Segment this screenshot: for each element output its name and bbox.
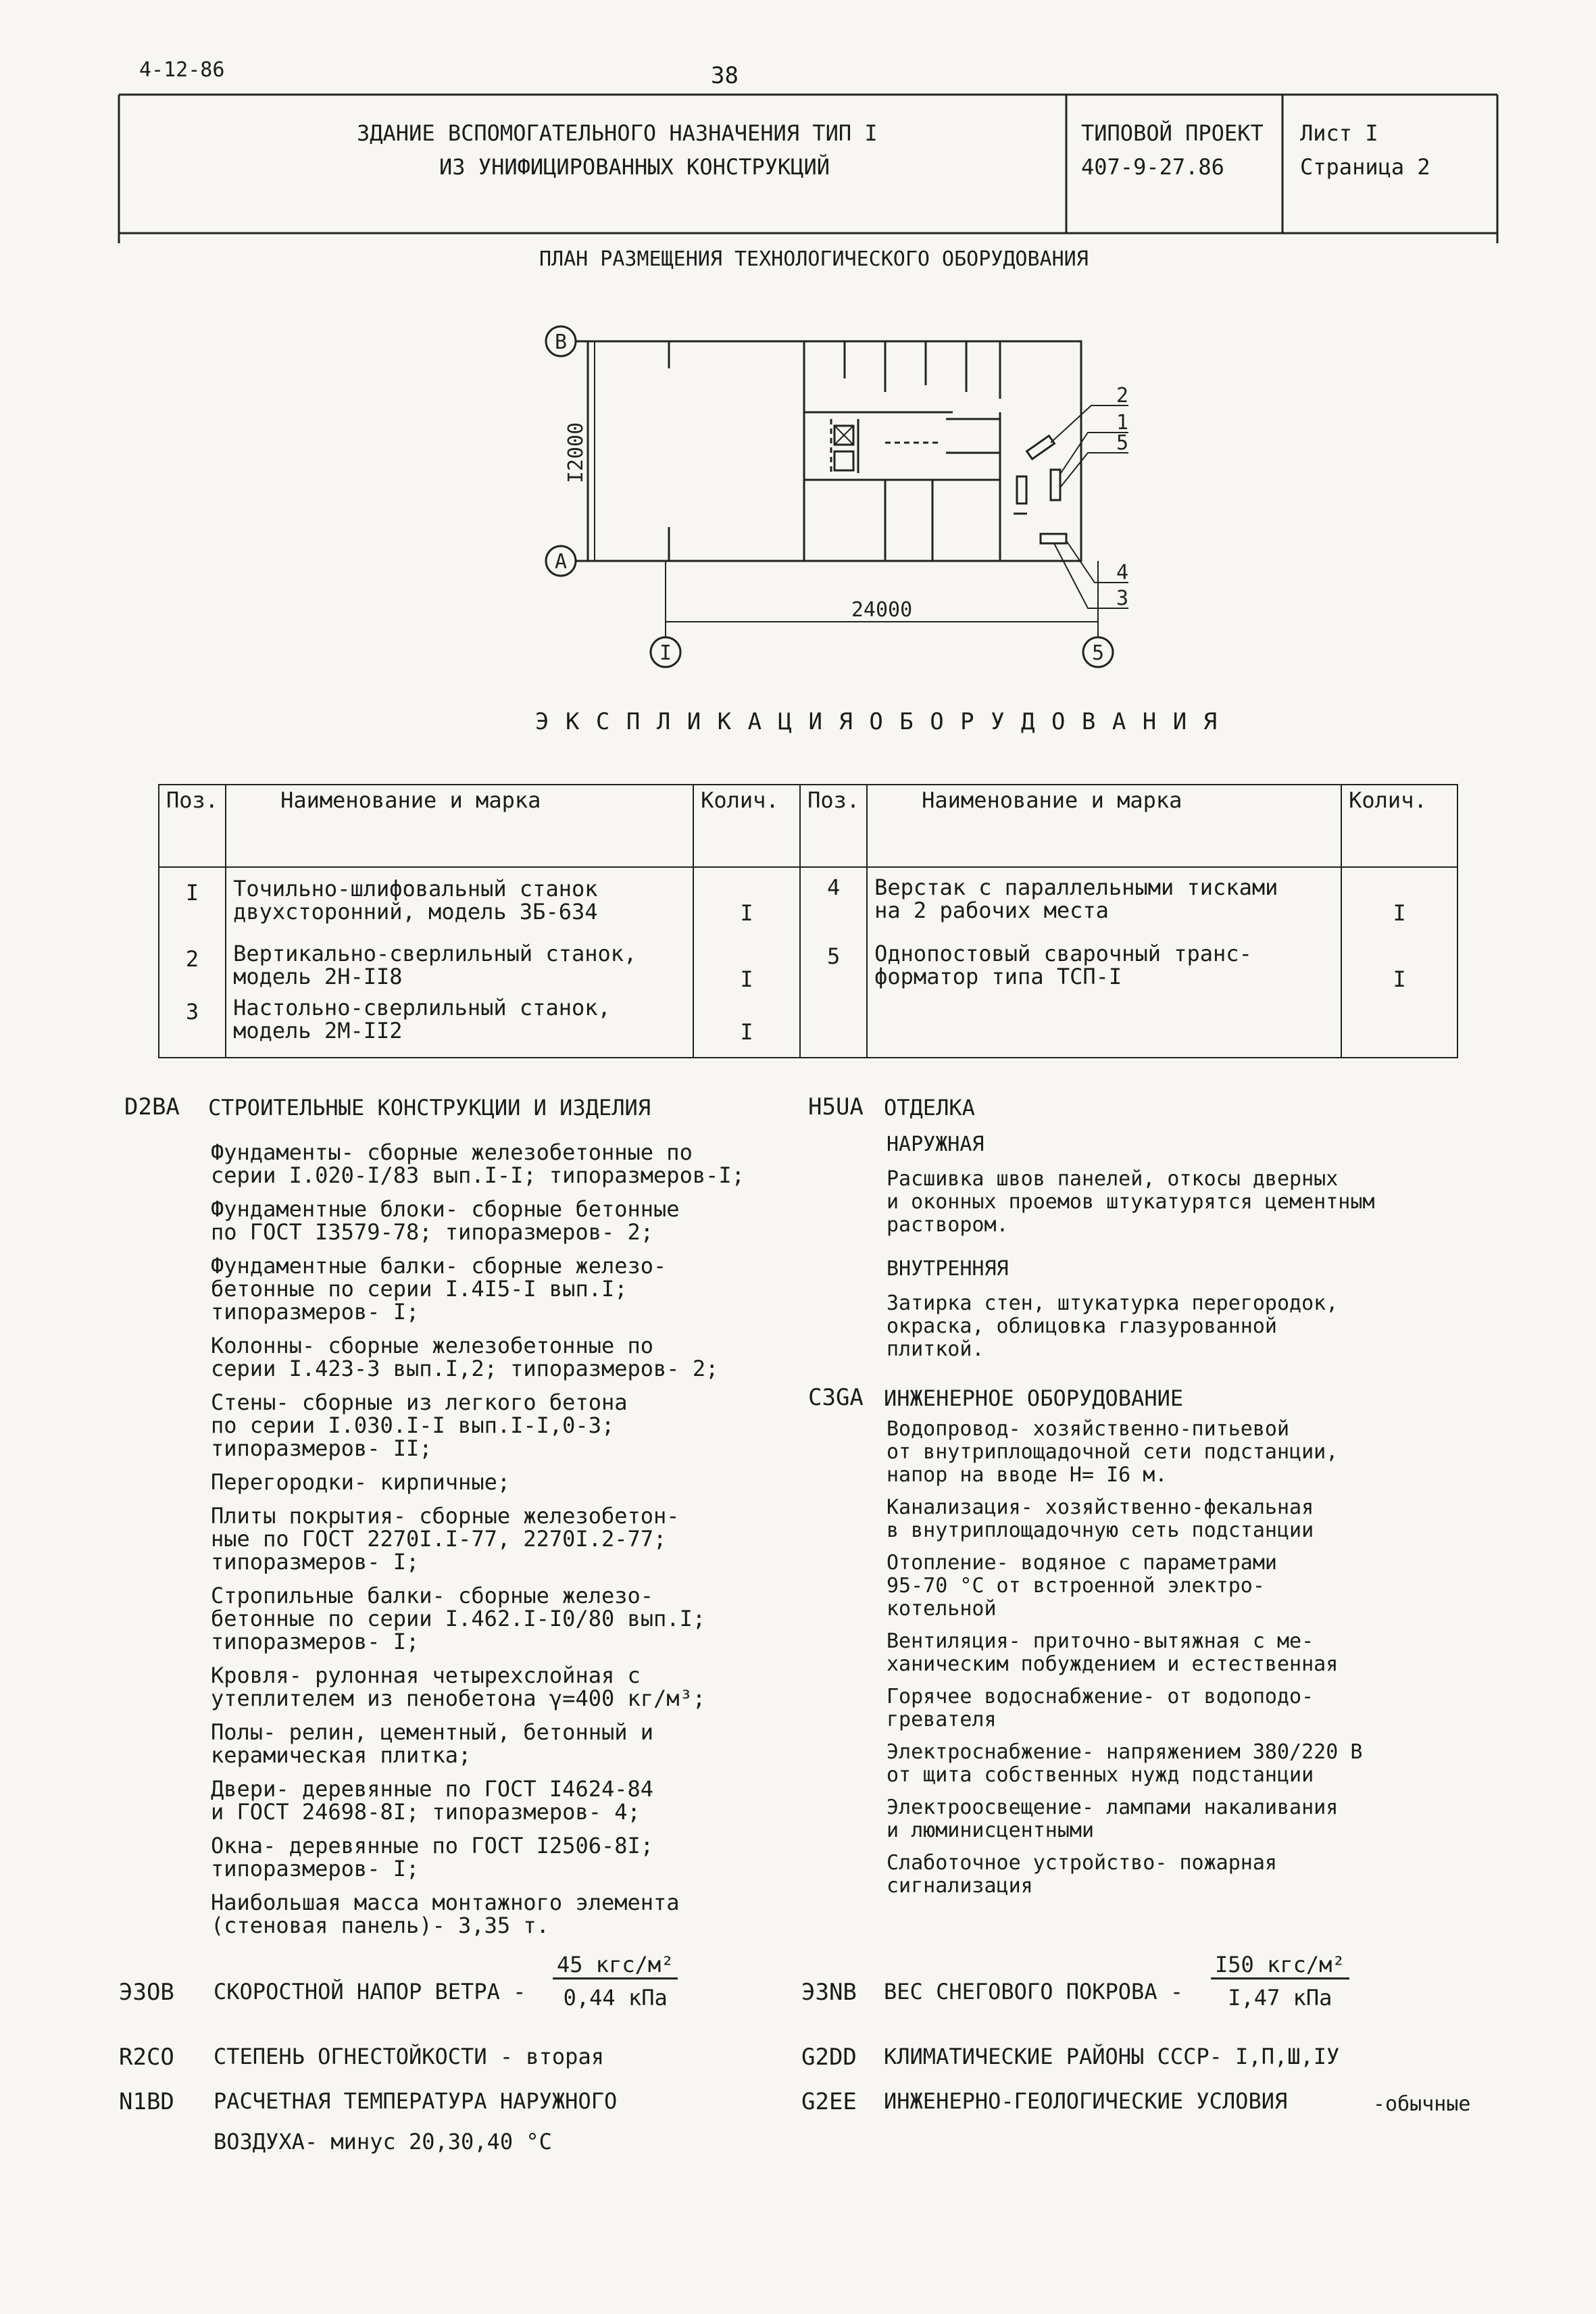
wind-value: $\frac{\text{45 кгс/м²}}{\text{0,44 кПа}}$ — [553, 1952, 678, 2011]
engineering-heading: ИНЖЕНЕРНОЕ ОБОРУДОВАНИЕ — [884, 1385, 1184, 1411]
equipment-4 — [1041, 534, 1066, 543]
list-item: Вертикально-сверлильный станок, модель 2Н-II8 — [233, 941, 637, 989]
list-item: Водопровод- хозяйственно-питьевой от внутриплощадочной сети подстанции, напор на вводе Н= I6 м. — [887, 1417, 1339, 1487]
pos-2: 2 — [185, 946, 199, 972]
list-item: Вентиляция- приточно-вытяжная с ме- ханическим побуждением и естественная — [887, 1629, 1339, 1676]
engineering-code: C3GA — [808, 1384, 864, 1411]
qty-1: I — [740, 900, 753, 926]
project-label: ТИПОВОЙ ПРОЕКТ — [1081, 120, 1264, 146]
fire-resistance: СТЕПЕНЬ ОГНЕСТОЙКОСТИ - вторая — [214, 2044, 604, 2069]
header-name: Наименование и марка — [280, 787, 541, 813]
list-item: Настольно-сверлильный станок, модель 2М-II2 — [233, 995, 611, 1043]
list-item: Стены- сборные из легкого бетона по серии I.030.I-I вып.I-I,0-3; типоразмеров- II; — [211, 1389, 628, 1461]
finishing-outer-text: Расшивка швов панелей, откосы дверных и оконных проемов штукатурятся цементным раствором. — [887, 1167, 1375, 1237]
header-qty: Колич. — [701, 787, 779, 813]
callout-5: 5 — [1116, 431, 1129, 455]
construction-list — [211, 1141, 819, 1948]
finishing-inner-label: ВНУТРЕННЯЯ — [887, 1257, 1009, 1281]
finishing-heading: ОТДЕЛКА — [884, 1095, 975, 1121]
pos-3: 3 — [185, 999, 199, 1025]
list-item: Стропильные балки- сборные железо- бетонные по серии I.462.I-I0/80 вып.I; типоразмеров- I; — [211, 1583, 706, 1654]
list-item: Плиты покрытия- сборные железобетон- ные по ГОСТ 2270I.I-77, 2270I.2-77; типоразмеров- I; — [211, 1503, 680, 1575]
temperature-code: N1BD — [119, 2088, 174, 2115]
list-item: Двери- деревянные по ГОСТ I4624-84 и ГОСТ 24698-8I; типоразмеров- 4; — [211, 1776, 654, 1825]
list-item: Наибольшая масса монтажного элемента (стеновая панель)- 3,35 т. — [211, 1890, 680, 1938]
construction-heading: СТРОИТЕЛЬНЫЕ КОНСТРУКЦИИ И ИЗДЕЛИЯ — [208, 1095, 651, 1121]
list-item: Окна- деревянные по ГОСТ I2506-8I; типоразмеров- I; — [211, 1833, 654, 1881]
snow-value: $\frac{\text{I50 кгс/м²}}{\text{I,47 кПа}}$ — [1211, 1952, 1349, 2011]
list-item: Колонны- сборные железобетонные по серии I.423-3 вып.I,2; типоразмеров- 2; — [211, 1333, 719, 1381]
snow-label: ВЕС СНЕГОВОГО ПОКРОВА - — [884, 1979, 1184, 2004]
snow-code: ЭЗNВ — [801, 1979, 857, 2006]
axis-5-label: 5 — [1091, 641, 1105, 665]
date-stamp: 4-12-86 — [139, 58, 225, 82]
geology-value: -обычные — [1373, 2092, 1471, 2116]
list-item: Электроосвещение- лампами накаливания и люминисцентными — [887, 1796, 1339, 1842]
pos-4: 4 — [826, 875, 841, 900]
explication-title: Э К С П Л И К А Ц И Я О Б О Р У Д О В А Н И Я — [535, 708, 1219, 735]
equipment-2 — [1027, 436, 1055, 459]
list-item: Электроснабжение- напряжением 380/220 В от щита собственных нужд подстанции — [887, 1740, 1363, 1787]
engineering-list — [887, 1418, 1481, 1907]
equipment-table — [158, 784, 1458, 1058]
building-title-line2: ИЗ УНИФИЦИРОВАННЫХ КОНСТРУКЦИЙ — [439, 154, 830, 180]
list-item: Слаботочное устройство- пожарная сигнализация — [887, 1851, 1277, 1898]
list-item: Фундаментные балки- сборные железо- бетонные по серии I.4I5-I вып.I; типоразмеров- I; — [211, 1253, 667, 1325]
axis-b-label: В — [554, 330, 568, 354]
geology-code: G2EE — [801, 2088, 857, 2115]
plan-title: ПЛАН РАЗМЕЩЕНИЯ ТЕХНОЛОГИЧЕСКОГО ОБОРУДОВАНИЯ — [539, 247, 1089, 271]
list-item: Горячее водоснабжение- от водоподо- гревателя — [887, 1685, 1314, 1731]
temperature-line2: ВОЗДУХА- минус 20,30,40 °С — [214, 2129, 552, 2155]
header-pos: Поз. — [166, 787, 219, 813]
finishing-inner-text: Затирка стен, штукатурка перегородок, окраска, облицовка глазурованной плиткой. — [887, 1291, 1339, 1361]
fire-code: R2CO — [119, 2044, 174, 2071]
temperature-line1: РАСЧЕТНАЯ ТЕМПЕРАТУРА НАРУЖНОГО — [214, 2088, 618, 2114]
wind-label: СКОРОСТНОЙ НАПОР ВЕТРА - — [214, 1979, 526, 2004]
equipment-5 — [1051, 470, 1060, 500]
list-item: Канализация- хозяйственно-фекальная в внутриплощадочную сеть подстанции — [887, 1496, 1314, 1542]
finishing-code: H5UA — [808, 1093, 864, 1121]
qty-2: I — [740, 966, 753, 992]
header-qty-2: Колич. — [1349, 787, 1427, 813]
equipment-plan-drawing — [527, 311, 1189, 689]
pos-1: I — [185, 880, 199, 906]
page-label: Страница 2 — [1300, 154, 1430, 180]
callout-4: 4 — [1116, 561, 1129, 585]
page-number: 38 — [711, 62, 739, 89]
list-item: Полы- релин, цементный, бетонный и керамическая плитка; — [211, 1719, 654, 1768]
list-item: Перегородки- кирпичные; — [211, 1469, 511, 1495]
list-item: Верстак с параллельными тисками на 2 рабочих места — [874, 875, 1278, 923]
list-item: Отопление- водяное с параметрами 95-70 °С от встроенной электро- котельной — [887, 1551, 1277, 1621]
building-outline — [546, 326, 1128, 667]
project-number: 407-9-27.86 — [1081, 154, 1224, 180]
sheet-label: Лист I — [1300, 120, 1378, 146]
dimension-width: 24000 — [851, 598, 913, 622]
callout-2: 2 — [1116, 384, 1129, 408]
list-item: Кровля- рулонная четырехслойная с утеплителем из пенобетона γ=400 кг/м³; — [211, 1663, 706, 1711]
construction-code: D2BA — [124, 1093, 180, 1121]
pos-5: 5 — [826, 943, 841, 969]
qty-4: I — [1393, 900, 1406, 926]
dimension-height: I2000 — [564, 422, 588, 484]
table-header-row — [159, 785, 1457, 867]
climate-code: G2DD — [801, 2044, 857, 2071]
list-item: Однопостовый сварочный транс- форматор типа ТСП-I — [874, 941, 1252, 989]
axis-a-label: А — [554, 550, 568, 574]
qty-5: I — [1393, 966, 1406, 992]
header-pos-2: Поз. — [807, 787, 860, 813]
equipment-1 — [1017, 476, 1026, 503]
list-item: Фундаменты- сборные железобетонные по серии I.020-I/83 вып.I-I; типоразмеров-I; — [211, 1139, 745, 1188]
climate-regions: КЛИМАТИЧЕСКИЕ РАЙОНЫ СССР- I,П,Ш,IУ — [884, 2044, 1340, 2069]
table-body-row — [159, 867, 1457, 1058]
callout-3: 3 — [1116, 587, 1129, 610]
qty-3: I — [740, 1019, 753, 1045]
axis-1-label: I — [659, 641, 672, 665]
list-item: Точильно-шлифовальный станок двухсторонний, модель 3Б-634 — [233, 876, 598, 925]
wind-code: ЭЗОВ — [119, 1979, 174, 2006]
finishing-outer-label: НАРУЖНАЯ — [887, 1133, 984, 1156]
callout-1: 1 — [1116, 411, 1129, 435]
geology-label: ИНЖЕНЕРНО-ГЕОЛОГИЧЕСКИЕ УСЛОВИЯ — [884, 2088, 1288, 2114]
building-title-line1: ЗДАНИЕ ВСПОМОГАТЕЛЬНОГО НАЗНАЧЕНИЯ ТИП I — [357, 120, 878, 146]
list-item: Фундаментные блоки- сборные бетонные по ГОСТ I3579-78; типоразмеров- 2; — [211, 1196, 680, 1245]
header-name-2: Наименование и марка — [922, 787, 1182, 813]
